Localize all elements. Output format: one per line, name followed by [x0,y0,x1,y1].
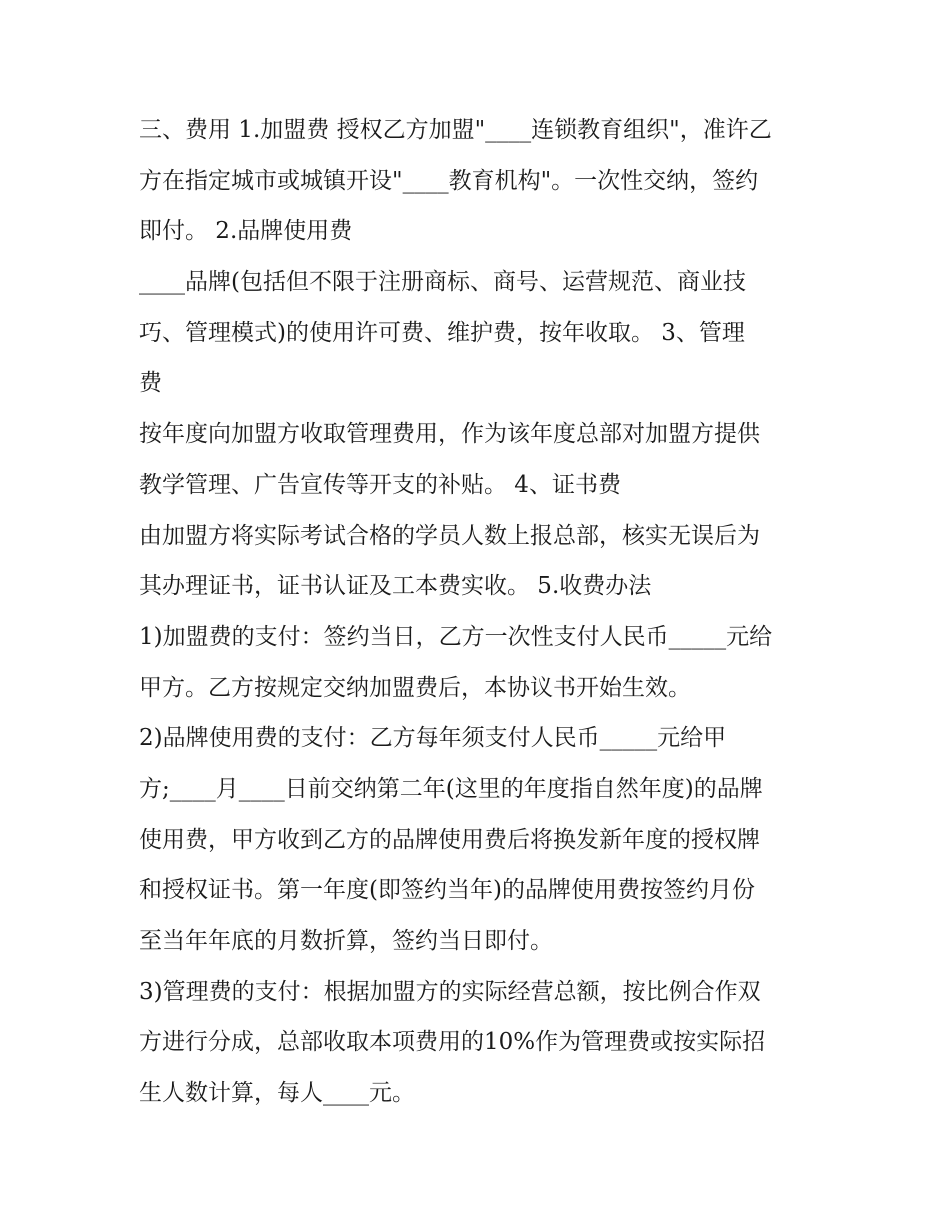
text-line: 方在指定城市或城镇开设"____教育机构"。一次性交纳，签约 [139,167,759,194]
text-line: 方进行分成，总部收取本项费用的10%作为管理费或按实际招 [139,1029,766,1056]
text-line: 3)管理费的支付：根据加盟方的实际经营总额，按比例合作双 [139,978,761,1005]
text-line: 使用费，甲方收到乙方的品牌使用费后将换发新年度的授权牌 [139,826,760,853]
contract-fee-clause [139,105,819,1119]
text-line: 巧、管理模式)的使用许可费、维护费，按年收取。 3、管理 [139,319,745,346]
text-line: 甲方。乙方按规定交纳加盟费后，本协议书开始生效。 [139,674,691,701]
text-line: 即付。 2.品牌使用费 [139,218,353,245]
text-line: 教学管理、广告宣传等开支的补贴。 4、证书费 [139,471,621,498]
text-line: 三、费用 1.加盟费 授权乙方加盟"____连锁教育组织"，准许乙 [139,117,772,143]
text-line: ____品牌(包括但不限于注册商标、商号、运营规范、商业技 [139,269,746,296]
text-line: 1)加盟费的支付：签约当日，乙方一次性支付人民币_____元给 [139,623,773,650]
text-line: 方;____月____日前交纳第二年(这里的年度指自然年度)的品牌 [139,775,763,802]
text-line: 其办理证书，证书认证及工本费实收。 5.收费办法 [139,573,652,600]
text-line: 按年度向加盟方收取管理费用，作为该年度总部对加盟方提供 [139,421,760,448]
text-line: 至当年年底的月数折算，签约当日即付。 [139,928,553,954]
text-line: 生人数计算，每人____元。 [139,1080,415,1107]
text-line: 费 [139,370,162,397]
text-line: 由加盟方将实际考试合格的学员人数上报总部，核实无误后为 [139,522,760,549]
text-line: 和授权证书。第一年度(即签约当年)的品牌使用费按签约月份 [139,877,755,904]
text-line: 2)品牌使用费的支付：乙方每年须支付人民币_____元给甲 [139,725,727,752]
